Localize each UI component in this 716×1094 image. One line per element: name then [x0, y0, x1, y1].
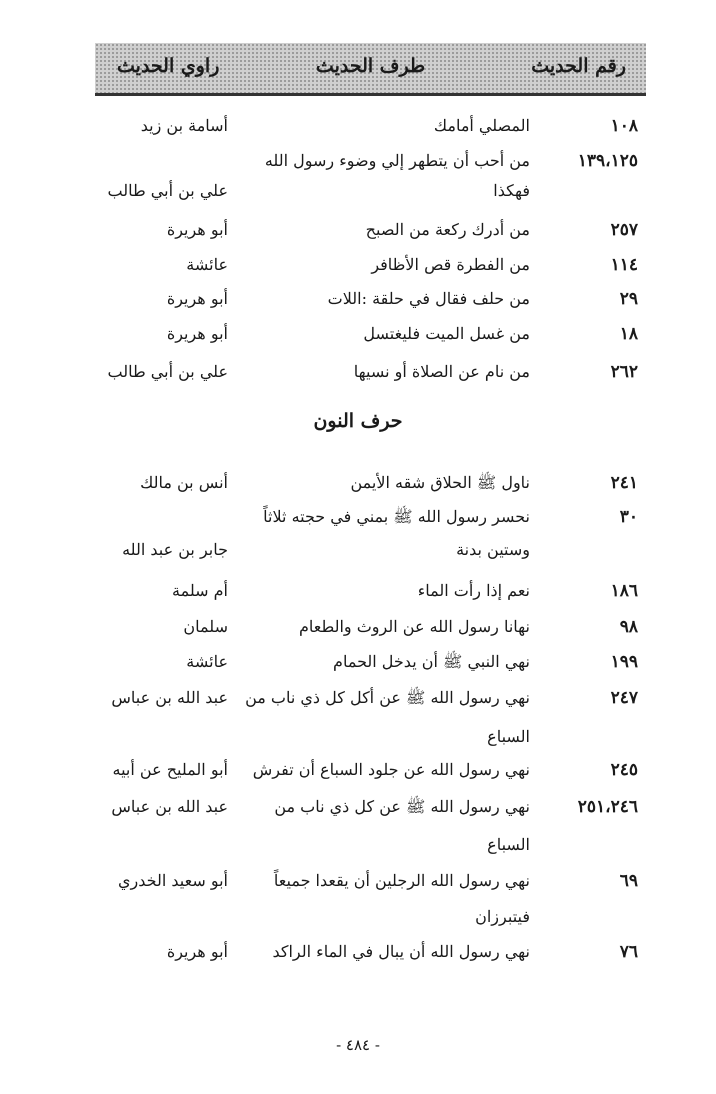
header-narrator: راوي الحديث: [117, 55, 220, 77]
hadith-number: ١٨٦: [610, 581, 638, 601]
table-row: [0, 507, 716, 543]
hadith-text: نهي رسول الله أن يبال في الماء الراكد: [272, 942, 530, 961]
hadith-text: من الفطرة قص الأظافر: [371, 255, 530, 274]
table-row: [0, 835, 716, 871]
table-header: [95, 43, 646, 96]
hadith-number: ١٠٨: [610, 116, 638, 136]
table-row: [0, 727, 716, 763]
hadith-number: ١٨: [619, 324, 638, 344]
hadith-text: من أحب أن يتطهر إلي وضوء رسول الله: [264, 151, 530, 170]
hadith-narrator: أنس بن مالك: [140, 473, 228, 492]
table-row: [0, 116, 716, 152]
table-row: [0, 581, 716, 617]
hadith-narrator: أبو هريرة: [166, 220, 228, 239]
hadith-text: نهي النبي ﷺ أن يدخل الحمام: [333, 652, 530, 671]
hadith-number: ٢٦٢: [610, 362, 638, 382]
hadith-number: ٢٤٥: [610, 760, 638, 780]
table-row: [0, 760, 716, 796]
table-row: [0, 797, 716, 833]
table-row: [0, 652, 716, 688]
hadith-text: السباع: [487, 835, 530, 854]
table-row: [0, 220, 716, 256]
hadith-number: ٢٥٧: [610, 220, 638, 240]
table-row: [0, 255, 716, 291]
hadith-text: نحسر رسول الله ﷺ بمني في حجته ثلاثاً: [263, 507, 530, 526]
hadith-text: نهي رسول الله الرجلين أن يقعدا جميعاً: [273, 871, 530, 890]
table-row: [0, 289, 716, 325]
hadith-number: ٣٠: [619, 507, 638, 527]
hadith-narrator: أبو هريرة: [166, 942, 228, 961]
hadith-text: من حلف فقال في حلقة :اللات: [327, 289, 530, 308]
hadith-text: نهي رسول الله عن جلود السباع أن تفرش: [252, 760, 530, 779]
hadith-narrator: أبو المليح عن أبيه: [112, 760, 228, 779]
hadith-text: نهي رسول الله ﷺ عن كل ذي ناب من: [274, 797, 530, 816]
hadith-number: ٩٨: [619, 617, 638, 637]
hadith-text: من أدرك ركعة من الصبح: [365, 220, 530, 239]
hadith-number: ١٣٩،١٢٥: [577, 151, 638, 171]
hadith-narrator: عائشة: [186, 255, 228, 274]
hadith-number: ٦٩: [619, 871, 638, 891]
page-number: - ٤٨٤ -: [336, 1036, 380, 1054]
table-row: [0, 473, 716, 509]
hadith-text: المصلي أمامك: [433, 116, 530, 135]
hadith-number: ٧٦: [619, 942, 638, 962]
hadith-text: ناول ﷺ الحلاق شقه الأيمن: [350, 473, 530, 492]
hadith-text: نعم إذا رأت الماء: [417, 581, 530, 600]
hadith-text: نهي رسول الله ﷺ عن أكل كل ذي ناب من: [245, 688, 530, 707]
hadith-narrator: عائشة: [186, 652, 228, 671]
hadith-narrator: علي بن أبي طالب: [107, 362, 228, 381]
hadith-narrator: أبو هريرة: [166, 324, 228, 343]
table-row: [0, 181, 716, 217]
table-row: [0, 540, 716, 576]
table-row: [0, 324, 716, 360]
hadith-narrator: علي بن أبي طالب: [107, 181, 228, 200]
hadith-text: نهانا رسول الله عن الروث والطعام: [298, 617, 530, 636]
table-row: [0, 362, 716, 398]
table-row: [0, 871, 716, 907]
hadith-number: ٢٤٧: [610, 688, 638, 708]
hadith-text: فيتبرزان: [475, 907, 530, 926]
hadith-narrator: أبو هريرة: [166, 289, 228, 308]
hadith-narrator: عبد الله بن عباس: [111, 797, 228, 816]
hadith-text: من غسل الميت فليغتسل: [363, 324, 530, 343]
hadith-narrator: أبو سعيد الخدري: [118, 871, 228, 890]
hadith-narrator: عبد الله بن عباس: [111, 688, 228, 707]
hadith-number: ١١٤: [610, 255, 638, 275]
header-number: رقم الحديث: [531, 55, 626, 77]
hadith-number: ٢٩: [619, 289, 638, 309]
hadith-text: وستين بدنة: [456, 540, 530, 559]
hadith-number: ٢٤١: [610, 473, 638, 493]
hadith-narrator: جابر بن عبد الله: [122, 540, 228, 559]
hadith-text: فهكذا: [493, 181, 530, 200]
header-text: طرف الحديث: [315, 55, 426, 77]
table-row: [0, 942, 716, 978]
table-row: [0, 688, 716, 724]
table-row: [0, 907, 716, 943]
hadith-number: ٢٥١،٢٤٦: [577, 797, 638, 817]
hadith-narrator: سلمان: [183, 617, 228, 636]
hadith-narrator: أسامة بن زيد: [140, 116, 228, 135]
hadith-text: من نام عن الصلاة أو نسيها: [353, 362, 530, 381]
hadith-text: السباع: [487, 727, 530, 746]
hadith-number: ١٩٩: [610, 652, 638, 672]
section-title: حرف النون: [313, 410, 403, 432]
hadith-narrator: أم سلمة: [172, 581, 228, 600]
table-row: [0, 617, 716, 653]
